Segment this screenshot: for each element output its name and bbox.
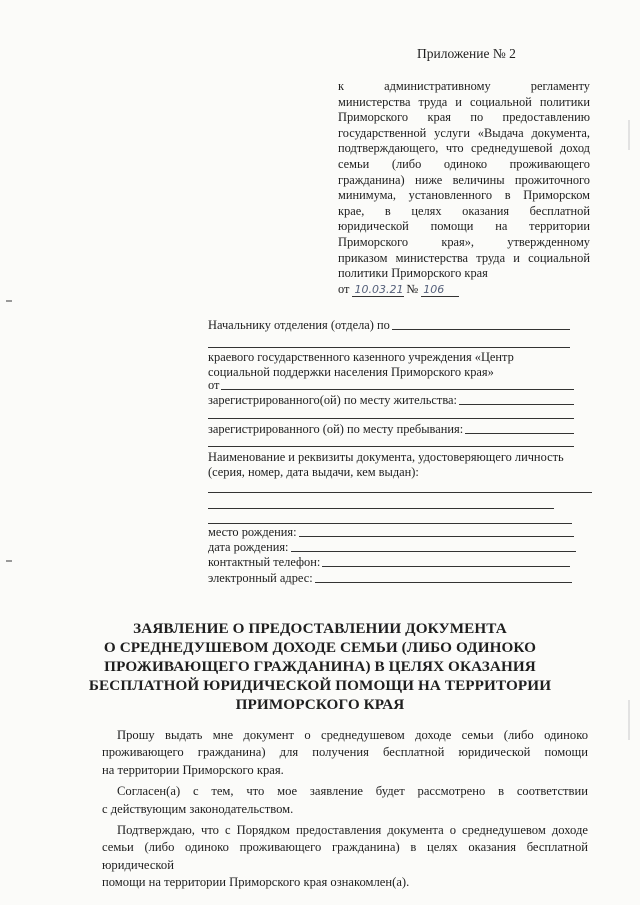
annex-line: подтверждающего, что среднедушевой доход: [338, 141, 590, 156]
annex-line: Приморского края», утвержденному: [338, 234, 590, 249]
scan-artifact: [628, 120, 630, 150]
residence-field[interactable]: [459, 404, 574, 405]
body-line: с действующим законодательством.: [102, 801, 294, 816]
stay-row: [208, 422, 574, 437]
residence-row: [208, 393, 574, 408]
title-line: ПРИМОРСКОГО КРАЯ: [235, 696, 405, 713]
email-field[interactable]: [315, 582, 572, 583]
annex-line: минимума, установленного в Приморском: [338, 188, 590, 203]
from-label: от: [208, 378, 220, 392]
annex-line: политики Приморского края: [338, 266, 488, 281]
to-head-row: [208, 318, 570, 333]
birth-date-field[interactable]: [291, 551, 577, 552]
department-field-line2[interactable]: [208, 347, 570, 348]
stay-field[interactable]: [465, 433, 574, 434]
body-line: Прошу выдать мне документ о среднедушевом доходе семьи (либо одиноко: [117, 728, 588, 742]
id-doc-field-line3[interactable]: [208, 523, 572, 524]
request-paragraph: [102, 727, 588, 779]
phone-field[interactable]: [322, 566, 570, 567]
id-doc-label-line2: (серия, номер, дата выдачи, кем выдан):: [208, 465, 419, 479]
body-line: на территории Приморского края.: [102, 762, 284, 777]
id-doc-field-line2[interactable]: [208, 508, 554, 509]
residence-field-line2[interactable]: [208, 418, 574, 419]
appendix-number: Приложение № 2: [417, 46, 516, 61]
birth-place-field[interactable]: [299, 536, 574, 537]
registered-stay-label: зарегистрированного (ой) по месту пребывания:: [208, 422, 464, 436]
applicant-name-field[interactable]: [221, 389, 574, 390]
annex-line: юридической помощи на территории: [338, 219, 590, 234]
title-line: БЕСПЛАТНОЙ ЮРИДИЧЕСКОЙ ПОМОЩИ НА ТЕРРИТОРИИ: [88, 677, 552, 694]
email-row: [208, 571, 572, 586]
phone-label: контактный телефон:: [208, 555, 321, 569]
annex-line: семьи (либо одиноко проживающего: [338, 156, 590, 171]
order-reference: [338, 282, 590, 298]
order-number-sign: №: [406, 281, 419, 296]
consent-paragraph: [102, 783, 588, 818]
department-field[interactable]: [392, 329, 570, 330]
birth-date-label: дата рождения:: [208, 540, 289, 554]
annex-reference: [338, 79, 590, 297]
annex-line: Приморского края по предоставлению: [338, 110, 590, 125]
annex-line: к административному регламенту: [338, 79, 590, 93]
scan-margin-mark: [6, 300, 12, 302]
institution-line1: краевого государственного казенного учреждения «Центр: [208, 350, 514, 364]
title-line: О СРЕДНЕДУШЕВОМ ДОХОДЕ СЕМЬИ (ЛИБО ОДИНОКО: [103, 639, 537, 656]
annex-line: министерства труда и социальной политики: [338, 94, 590, 109]
birth-place-label: место рождения:: [208, 525, 297, 539]
phone-row: [208, 555, 570, 570]
body-line: семьи (либо одиноко проживающего гражданина) в целях оказания бесплатной юридической: [102, 840, 588, 872]
birth-place-row: [208, 525, 574, 540]
to-head-label: Начальнику отделения (отдела) по: [208, 318, 390, 332]
application-title: [60, 619, 580, 714]
id-doc-label-line1: Наименование и реквизиты документа, удостоверяющего личность: [208, 450, 564, 464]
title-line: ПРОЖИВАЮЩЕГО ГРАЖДАНИНА) В ЦЕЛЯХ ОКАЗАНИЯ: [104, 658, 536, 675]
email-label: электронный адрес:: [208, 571, 313, 585]
stay-field-line2[interactable]: [208, 446, 574, 447]
annex-line: государственной услуги «Выдача документа,: [338, 125, 590, 140]
body-line: Согласен(а) с тем, что мое заявление будет рассмотрено в соответствии: [117, 784, 588, 799]
confirmation-paragraph: [102, 822, 588, 892]
order-prefix: от: [338, 281, 350, 296]
from-row: [208, 378, 574, 393]
annex-line: гражданина) ниже величины прожиточного: [338, 172, 590, 187]
birth-date-row: [208, 540, 576, 555]
order-number: 106: [421, 284, 459, 297]
annex-line: крае, в целях оказания бесплатной: [338, 203, 590, 218]
id-doc-row-1: [208, 450, 592, 465]
application-body: [102, 727, 588, 896]
id-doc-row-2: [208, 465, 592, 480]
body-line: проживающего гражданина) для получения бесплатной юридической помощи: [102, 745, 588, 760]
id-doc-field-line1[interactable]: [208, 492, 592, 493]
scan-artifact: [628, 700, 630, 740]
registered-residence-label: зарегистрированного(ой) по месту жительства:: [208, 393, 457, 407]
annex-line: приказом министерства труда и социальной: [338, 250, 590, 265]
institution-row-1: [208, 350, 592, 365]
scan-margin-mark: [6, 560, 12, 562]
title-line: ЗАЯВЛЕНИЕ О ПРЕДОСТАВЛЕНИИ ДОКУМЕНТА: [133, 620, 507, 637]
body-line: помощи на территории Приморского края ознакомлен(а).: [102, 875, 410, 890]
body-line: Подтверждаю, что с Порядком предоставления документа о среднедушевом доходе: [117, 823, 588, 838]
order-date: 10.03.21: [354, 283, 404, 297]
institution-line2: социальной поддержки населения Приморского края»: [208, 365, 494, 379]
